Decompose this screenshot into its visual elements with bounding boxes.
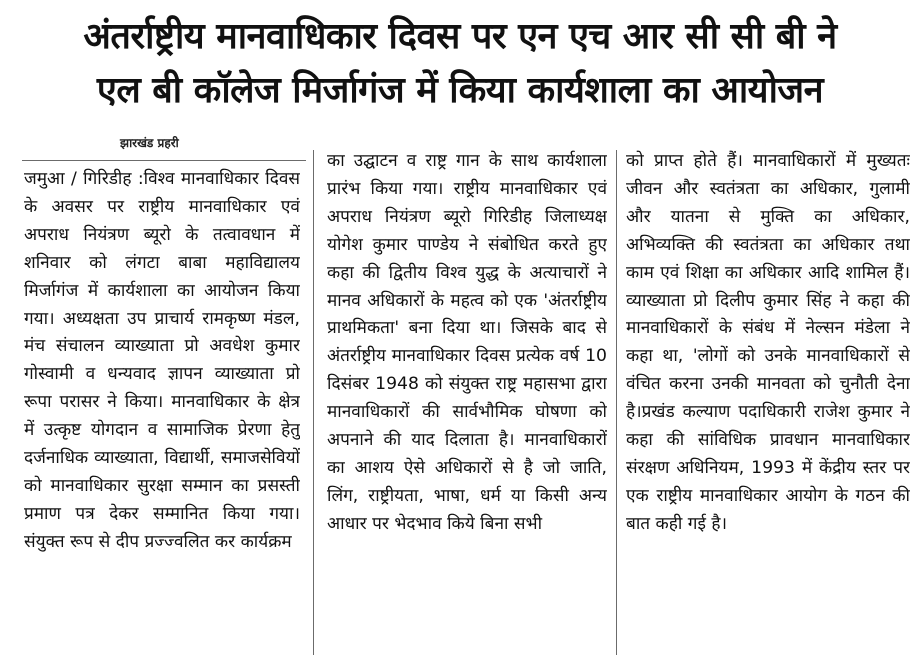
headline-line-2: एल बी कॉलेज मिर्जागंज में किया कार्यशाला का आयोजन <box>96 70 824 111</box>
headline <box>8 10 912 118</box>
article-column-2: का उद्घाटन व राष्ट्र गान के साथ कार्यशाला प्रारंभ किया गया। राष्ट्रीय मानवाधिकार एवं अपराध नियंत्रण ब्यूरो गिरिडीह जिलाध्यक्ष योगेश कुमार पाण्डेय ने संबोधित करते हुए कहा की द्वितीय विश्व युद्ध के अत्याचारों ने मानव अधिकारों के महत्व को एक 'अंतर्राष्ट्रीय प्राथमिकता' बना दिया था। जिसके बाद से अंतर्राष्ट्रीय मानवाधिकार दिवस प्रत्येक वर्ष 10 दिसंबर 1948 को संयुक्त राष्ट्र महासभा द्वारा मानवाधिकारों की सार्वभौमिक घोषणा को अपनाने की याद दिलाता है। मानवाधिकारों का आशय ऐसे अधिकारों से है जो जाति, लिंग, राष्ट्रीयता, भाषा, धर्म या किसी अन्य आधार पर भेदभाव किये बिना सभी <box>327 151 607 534</box>
byline-divider <box>22 160 306 161</box>
article-column-1: जमुआ / गिरिडीह :विश्व मानवाधिकार दिवस के अवसर पर राष्ट्रीय मानवाधिकार एवं अपराध नियंत्रण ब्यूरो के तत्वावधान में शनिवार को लंगटा बाबा महाविद्यालय मिर्जागंज में कार्यशाला का आयोजन किया गया। अध्यक्षता उप प्राचार्य रामकृष्ण मंडल, मंच संचालन व्याख्याता प्रो अवधेश कुमार गोस्वामी व धन्यवाद ज्ञापन व्याख्याता प्रो रूपा परासर ने किया। मानवाधिकार के क्षेत्र में उत्कृष्ट योगदान व सामाजिक प्रेरणा हेतु दर्जनाधिक व्याख्याता, विद्यार्थी, समाजसेवियों को मानवाधिकार सुरक्षा सम्मान का प्रसस्ती प्रमाण पत्र देकर सम्मानित किया गया। संयुक्त रूप से दीप प्रज्ज्वलित कर कार्यक्रम <box>24 169 300 552</box>
article-column-3: को प्राप्त होते हैं। मानवाधिकारों में मुख्यतः जीवन और स्वतंत्रता का अधिकार, गुलामी और यातना से मुक्ति का अधिकार, अभिव्यक्ति की स्वतंत्रता का अधिकार तथा काम एवं शिक्षा का अधिकार आदि शामिल हैं। व्याख्याता प्रो दिलीप कुमार सिंह ने कहा की मानवाधिकारों के संबंध में नेल्सन मंडेला ने कहा था, 'लोगों को उनके मानवाधिकारों से वंचित करना उनकी मानवता को चुनौती देना है।प्रखंड कल्याण पदाधिकारी राजेश कुमार ने कहा की सांविधिक प्रावधान मानवाधिकार संरक्षण अधिनियम, 1993 में केंद्रीय स्तर पर एक राष्ट्रीय मानवाधिकार आयोग के गठन की बात कही गई है। <box>626 151 910 534</box>
column-divider-1 <box>313 150 314 655</box>
byline: झारखंड प्रहरी <box>120 136 179 150</box>
headline-line-1: अंतर्राष्ट्रीय मानवाधिकार दिवस पर एन एच आर सी सी बी ने <box>83 16 837 57</box>
column-divider-2 <box>616 150 617 655</box>
